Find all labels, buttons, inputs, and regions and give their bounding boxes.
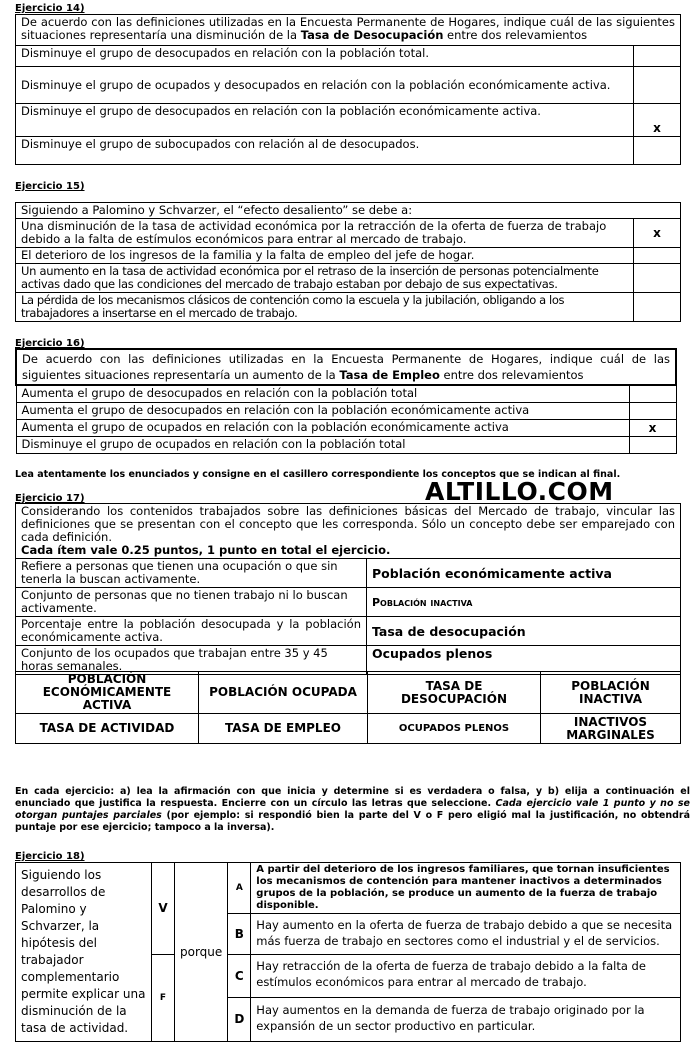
answer-cell[interactable]: Ocupados plenos: [367, 646, 681, 675]
concept-cell: POBLACIÓN ECONÓMICAMENTE ACTIVA: [16, 672, 199, 714]
answer-box[interactable]: [629, 403, 676, 420]
option-text: Un aumento en la tasa de actividad económica por el retraso de la inserción de personas potencialmente activas dado que las condiciones del mercado de trabajo estaban por debajo de sus expectativas.: [16, 264, 634, 293]
answer-cell[interactable]: Población inactiva: [367, 588, 681, 617]
instruction-read: Lea atentamente los enunciados y consigne en el casillero correspondiente los conceptos que se indican al final.: [15, 469, 621, 480]
exercise-17-label: Ejercicio 17): [15, 493, 85, 504]
definition-cell: Refiere a personas que tienen una ocupación o que sin tenerla la buscan activamente.: [16, 559, 367, 588]
exercise-16-question: De acuerdo con las definiciones utilizadas en la Encuesta Permanente de Hogares, indique cuál de las siguientes situaciones representaría un aumento de la Tasa de Empleo entre dos relevamientos: [16, 349, 676, 385]
concept-cell: OCUPADOS PLENOS: [368, 714, 541, 744]
concept-cell: INACTIVOS MARGINALES: [541, 714, 681, 744]
option-text: Aumenta el grupo de desocupados en relación con la población económicamente activa: [16, 403, 629, 420]
definition-cell: Conjunto de personas que no tienen trabajo ni lo buscan activamente.: [16, 588, 367, 617]
option-letter[interactable]: B: [228, 914, 251, 955]
option-letter[interactable]: C: [228, 955, 251, 998]
definition-cell: Porcentaje entre la población desocupada y la población económicamente activa.: [16, 617, 367, 646]
option-text: Hay retracción de la oferta de fuerza de trabajo debido a la falta de estímulos económicos para entrar al mercado de trabajo.: [251, 955, 681, 998]
option-text: El deterioro de los ingresos de la familia y la falta de empleo del jefe de hogar.: [16, 248, 634, 264]
option-text: Disminuye el grupo de ocupados en relación con la población total: [16, 437, 629, 454]
option-text: Disminuye el grupo de subocupados con relación al de desocupados.: [16, 137, 634, 165]
exercise-18-table: [15, 862, 681, 1042]
answer-box[interactable]: [634, 264, 681, 293]
exercise-14-question: De acuerdo con las definiciones utilizadas en la Encuesta Permanente de Hogares, indique cuál de las siguientes situaciones representaría una disminución de la Tasa de Desocupación entre dos relevamientos: [16, 15, 681, 46]
watermark: ALTILLO.COM: [425, 477, 614, 506]
exercise-17-intro: Considerando los contenidos trabajados sobre las definiciones básicas del Mercado de trabajo, vincular las definiciones que se presentan con el concepto que les corresponda. Sólo un concepto debe ser emparejado con cada definición. Cada ítem vale 0.25 puntos, 1 punto en total el ejercicio.: [16, 504, 681, 559]
concept-cell: POBLACIÓN OCUPADA: [199, 672, 368, 714]
option-text: Aumenta el grupo de desocupados en relación con la población total: [16, 385, 629, 403]
definition-cell: Conjunto de los ocupados que trabajan entre 35 y 45 horas semanales.: [16, 646, 367, 675]
answer-box[interactable]: [634, 46, 681, 67]
porque-cell: porque: [175, 863, 228, 1042]
option-text: Disminuye el grupo de ocupados y desocupados en relación con la población económicamente activa.: [16, 67, 634, 104]
option-letter[interactable]: D: [228, 998, 251, 1042]
exercise-14-table: [15, 14, 681, 165]
answer-box[interactable]: [634, 67, 681, 104]
option-text: Aumenta el grupo de ocupados en relación con la población económicamente activa: [16, 420, 629, 437]
option-text: Hay aumentos en la demanda de fuerza de trabajo originado por la expansión de un sector productivo en particular.: [251, 998, 681, 1042]
answer-box[interactable]: x: [629, 420, 676, 437]
exercise-18-label: Ejercicio 18): [15, 851, 85, 862]
instruction-vf: En cada ejercicio: a) lea la afirmación con que inicia y determine si es verdadera o falsa, y b) elija a continuación el enunciado que justifica la respuesta. Encierre con un círculo las letras que seleccione. Cada ejercicio vale 1 punto y no se otorgan puntajes parciales (por ejemplo: si respondió bien la parte del V o F pero eligió mal la justificación, no obtendrá puntaje por ese ejercicio; tampoco a la inversa).: [15, 786, 690, 833]
exercise-14-label: Ejercicio 14): [15, 3, 85, 14]
answer-box[interactable]: [634, 137, 681, 165]
false-option[interactable]: F: [152, 955, 175, 1042]
answer-cell[interactable]: Población económicamente activa: [367, 559, 681, 588]
option-text: La pérdida de los mecanismos clásicos de contención como la escuela y la jubilación, obligando a los trabajadores a insertarse en el mercado de trabajo.: [16, 293, 634, 322]
answer-box[interactable]: [634, 293, 681, 322]
exercise-15-question: Siguiendo a Palomino y Schvarzer, el “efecto desaliento” se debe a:: [16, 203, 681, 219]
exercise-15-table: [15, 202, 681, 322]
answer-box[interactable]: x: [634, 104, 681, 137]
exercise-16-label: Ejercicio 16): [15, 338, 85, 349]
answer-box[interactable]: [629, 385, 676, 403]
option-text: Hay aumento en la oferta de fuerza de trabajo debido a que se necesita más fuerza de trabajo en sectores como el industrial y el de servicios.: [251, 914, 681, 955]
option-text: Disminuye el grupo de desocupados en relación con la población total.: [16, 46, 634, 67]
statement-cell: Siguiendo los desarrollos de Palomino y Schvarzer, la hipótesis del trabajador complementario permite explicar una disminución de la tasa de actividad.: [16, 863, 152, 1042]
answer-box[interactable]: x: [634, 219, 681, 248]
option-text: A partir del deterioro de los ingresos familiares, que tornan insuficientes los mecanismos de contención para mantener inactivos a determinados grupos de la población, se produce un aumento de la fuerza de trabajo disponible.: [251, 863, 681, 914]
concepts-table: [15, 671, 681, 744]
answer-box[interactable]: [634, 248, 681, 264]
option-text: Una disminución de la tasa de actividad económica por la retracción de la oferta de fuerza de trabajo debido a la falta de estímulos económicos para entrar al mercado de trabajo.: [16, 219, 634, 248]
exercise-17-table: [15, 503, 681, 675]
concept-cell: POBLACIÓN INACTIVA: [541, 672, 681, 714]
option-letter[interactable]: A: [228, 863, 251, 914]
concept-cell: TASA DE DESOCUPACIÓN: [368, 672, 541, 714]
answer-cell[interactable]: Tasa de desocupación: [367, 617, 681, 646]
answer-box[interactable]: [629, 437, 676, 454]
concept-cell: TASA DE EMPLEO: [199, 714, 368, 744]
concept-cell: TASA DE ACTIVIDAD: [16, 714, 199, 744]
true-option[interactable]: V: [152, 863, 175, 955]
exercise-16-table: [15, 348, 677, 454]
exercise-15-label: Ejercicio 15): [15, 181, 85, 192]
option-text: Disminuye el grupo de desocupados en relación con la población económicamente activa.: [16, 104, 634, 137]
